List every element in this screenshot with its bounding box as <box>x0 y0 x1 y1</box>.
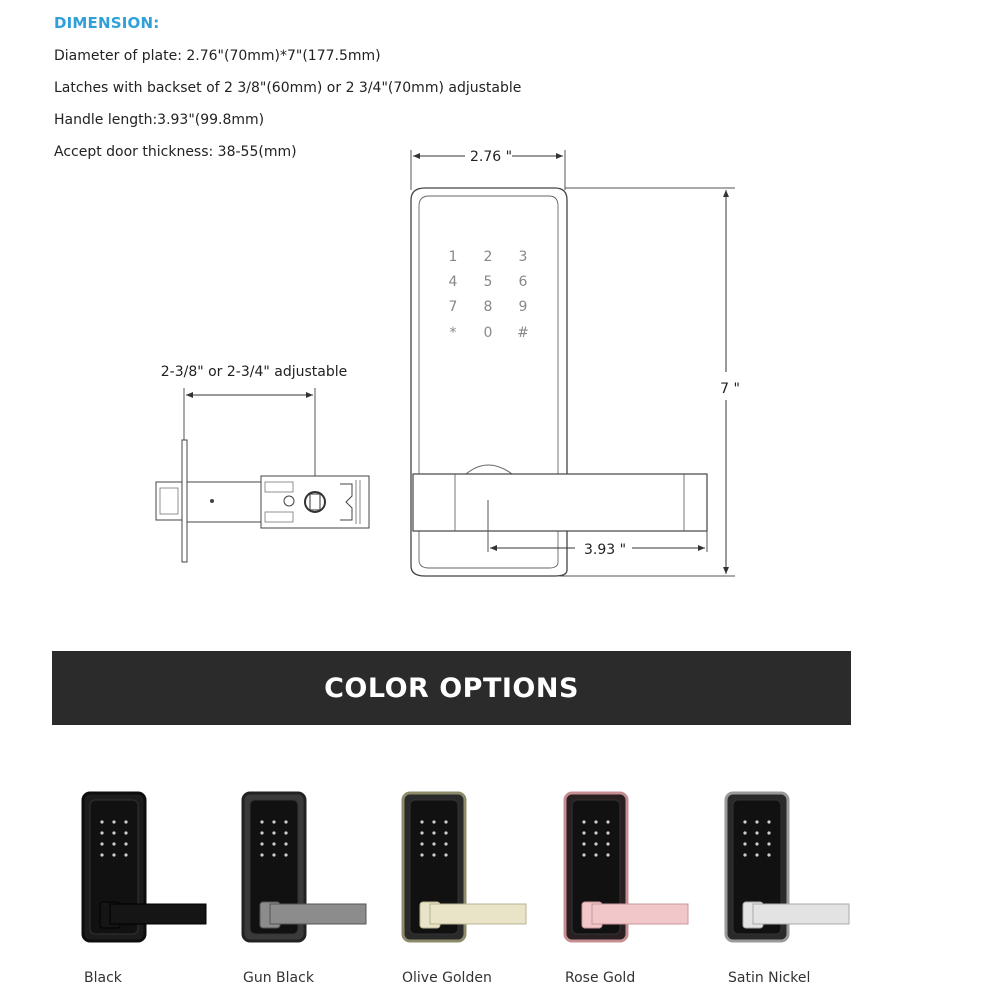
latch-drawing <box>156 364 369 562</box>
keypad-dot <box>124 831 127 834</box>
lock-black-image <box>80 790 230 950</box>
keypad-dot <box>432 831 435 834</box>
keypad-dot <box>124 820 127 823</box>
keypad-dot <box>112 853 115 856</box>
keypad-dot <box>284 842 287 845</box>
keypad-dot <box>594 831 597 834</box>
keypad-dot <box>743 831 746 834</box>
key-1: 1 <box>448 249 458 265</box>
key-5: 5 <box>483 274 493 290</box>
variant-rose-gold <box>562 790 712 1000</box>
keypad-dot <box>100 853 103 856</box>
dimension-title: DIMENSION: <box>54 14 160 32</box>
keypad-dot <box>743 853 746 856</box>
handle-length-label: 3.93 " <box>583 542 627 558</box>
key-0: 0 <box>483 325 493 341</box>
keypad-dot <box>272 842 275 845</box>
keypad-dot <box>594 853 597 856</box>
keypad-dot <box>755 853 758 856</box>
key-3: 3 <box>518 249 528 265</box>
keypad-dot <box>112 831 115 834</box>
keypad-dot <box>594 820 597 823</box>
handle-lever <box>270 904 366 924</box>
keypad-dot <box>420 831 423 834</box>
keypad-dot <box>432 842 435 845</box>
keypad-dot <box>112 842 115 845</box>
keypad-dot <box>582 853 585 856</box>
keypad-dot <box>100 842 103 845</box>
keypad-dot <box>420 842 423 845</box>
variant-gun-black <box>240 790 390 1000</box>
keypad-dot <box>284 831 287 834</box>
keypad-dot <box>767 842 770 845</box>
variant-label: Satin Nickel <box>728 970 811 986</box>
keypad-dot <box>420 820 423 823</box>
keypad-dot <box>606 853 609 856</box>
color-options-title: COLOR OPTIONS <box>324 672 579 704</box>
keypad-dot <box>606 842 609 845</box>
key-7: 7 <box>448 299 458 315</box>
variant-label: Olive Golden <box>402 970 492 986</box>
keypad-dot <box>284 853 287 856</box>
keypad-dot <box>260 853 263 856</box>
key-9: 9 <box>518 299 528 315</box>
handle-lever <box>753 904 849 924</box>
handle-lever <box>430 904 526 924</box>
width-label: 2.76 " <box>469 149 513 165</box>
keypad-dot <box>755 842 758 845</box>
keypad-dot <box>582 842 585 845</box>
color-options-banner <box>52 651 851 725</box>
variant-label: Rose Gold <box>565 970 636 986</box>
keypad-dot <box>260 842 263 845</box>
width-dimension <box>411 149 565 190</box>
keypad-dot <box>420 853 423 856</box>
keypad-dot <box>124 842 127 845</box>
keypad-dot <box>767 853 770 856</box>
key-hash: # <box>517 325 529 341</box>
keypad-dot <box>755 831 758 834</box>
keypad-dot <box>606 831 609 834</box>
keypad-dot <box>444 831 447 834</box>
keypad-dot <box>767 820 770 823</box>
keypad-dot <box>100 831 103 834</box>
key-8: 8 <box>483 299 493 315</box>
keypad-dot <box>260 820 263 823</box>
variant-olive-golden <box>400 790 550 1000</box>
keypad-dot <box>582 831 585 834</box>
keypad-dot <box>432 820 435 823</box>
keypad-dot <box>124 853 127 856</box>
keypad-dot <box>284 820 287 823</box>
spec-door-thickness: Accept door thickness: 38-55(mm) <box>54 144 297 160</box>
keypad-dot <box>582 820 585 823</box>
variant-label: Black <box>84 970 122 986</box>
keypad-dot <box>260 831 263 834</box>
keypad-dot <box>743 842 746 845</box>
keypad-dot <box>444 842 447 845</box>
key-6: 6 <box>518 274 528 290</box>
handle-lever <box>110 904 206 924</box>
key-4: 4 <box>448 274 458 290</box>
keypad-dot <box>272 820 275 823</box>
keypad-dot <box>444 853 447 856</box>
spec-handle-length: Handle length:3.93"(99.8mm) <box>54 112 265 128</box>
keypad-dot <box>112 820 115 823</box>
lock-gun-black-image <box>240 790 390 950</box>
key-star: * <box>449 325 457 341</box>
keypad-dot <box>755 820 758 823</box>
keypad-dot <box>594 842 597 845</box>
backset-label: 2-3/8" or 2-3/4" adjustable <box>160 364 348 380</box>
keypad-dot <box>444 820 447 823</box>
keypad-dot <box>432 853 435 856</box>
keypad-dot <box>743 820 746 823</box>
keypad-dot <box>272 853 275 856</box>
keypad-dot <box>272 831 275 834</box>
spec-plate-diameter: Diameter of plate: 2.76"(70mm)*7"(177.5mm) <box>54 48 381 64</box>
lock-olive-golden-image <box>400 790 550 950</box>
keypad-dot <box>606 820 609 823</box>
lock-rose-gold-image <box>562 790 712 950</box>
keypad-dot <box>100 820 103 823</box>
keypad-dot <box>767 831 770 834</box>
height-label: 7 " <box>720 381 740 397</box>
key-2: 2 <box>483 249 493 265</box>
lock-satin-nickel-image <box>723 790 873 950</box>
variant-satin-nickel <box>723 790 873 1000</box>
handle-lever <box>592 904 688 924</box>
variant-label: Gun Black <box>243 970 314 986</box>
spec-latch-backset: Latches with backset of 2 3/8"(60mm) or 2 3/4"(70mm) adjustable <box>54 80 522 96</box>
variant-black <box>80 790 230 1000</box>
